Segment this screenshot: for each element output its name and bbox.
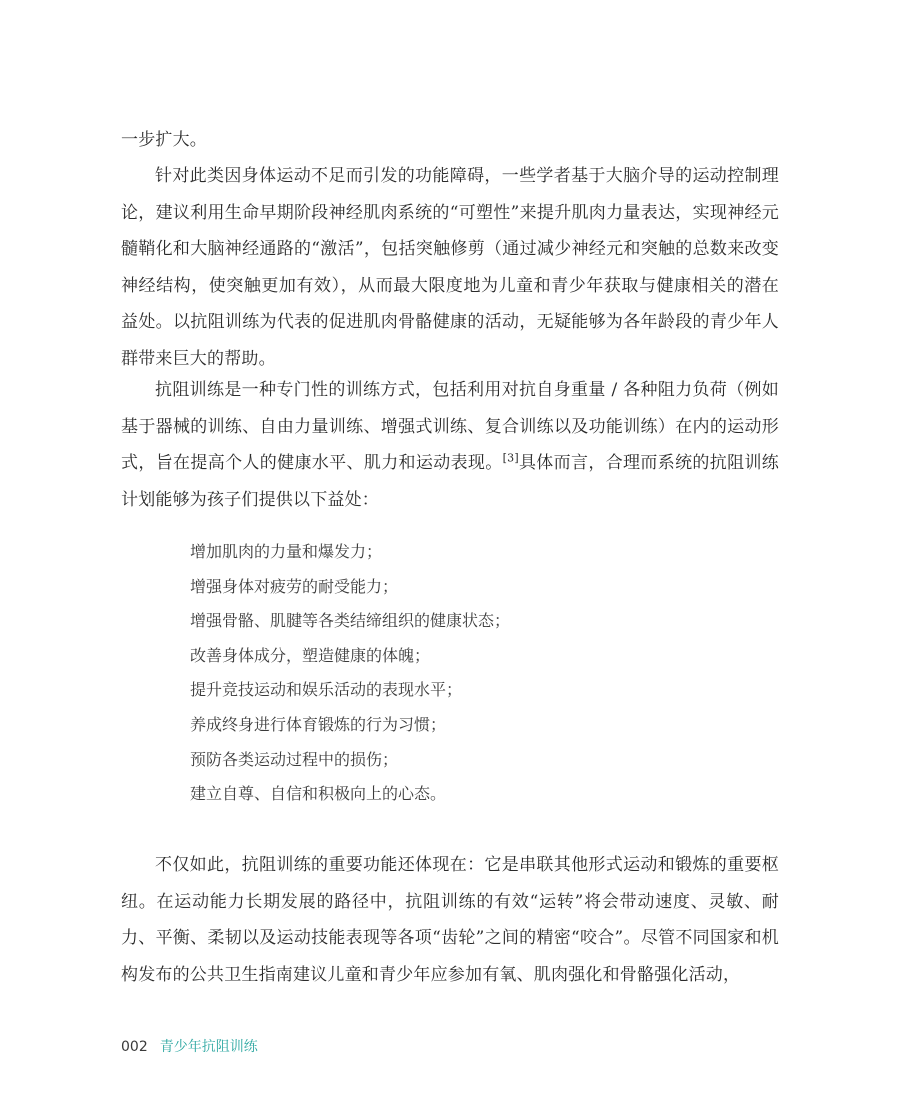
list-item: 增加肌肉的力量和爆发力；	[190, 542, 383, 561]
list-item: 建立自尊、自信和积极向上的心态。	[190, 784, 447, 804]
citation-reference[interactable]: [3]	[502, 451, 519, 465]
list-item: 提升竞技运动和娱乐活动的表现水平；	[190, 680, 463, 700]
paragraph-resistance-training-definition	[121, 372, 779, 518]
paragraph-text-part-a: 抗阻训练是一种专门性的训练方式，包括利用对抗自身重量 / 各种阻力负荷（例如基于器械的训练、自由力量训练、增强式训练、复合训练以及功能训练）在内的运动形式，旨在提高个人的健康水平、肌力和运动表现。	[121, 380, 779, 473]
benefits-list	[190, 535, 510, 812]
list-item: 养成终身进行体育锻炼的行为习惯；	[190, 714, 447, 734]
paragraph-text-part-b: 具体而言，合理而系统的抗阻训练计划能够为孩子们提供以下益处：	[121, 453, 780, 510]
paragraph-hub-function: 不仅如此，抗阻训练的重要功能还体现在：它是串联其他形式运动和锻炼的重要枢纽。在运动能力长期发展的路径中，抗阻训练的有效“运转”将会带动速度、灵敏、耐力、平衡、柔韧以及运动技能表现等各项“齿轮”之间的精密“咬合”。尽管不同国家和机构发布的公共卫生指南建议儿童和青少年应参加有氧、肌肉强化和骨骼强化活动，	[121, 855, 779, 985]
list-item: 预防各类运动过程中的损伤；	[190, 749, 399, 769]
running-title: 青少年抗阻训练	[159, 1039, 258, 1055]
page-number: 002	[121, 1039, 148, 1055]
list-item: 改善身体成分，塑造健康的体魄；	[190, 645, 431, 665]
paragraph-neuromuscular-plasticity: 针对此类因身体运动不足而引发的功能障碍，一些学者基于大脑介导的运动控制理论，建议利用生命早期阶段神经肌肉系统的“可塑性”来提升肌肉力量表达，实现神经元髓鞘化和大脑神经通路的“激活”，包括突触修剪（通过减少神经元和突触的总数来改变神经结构，使突触更加有效），从而最大限度地为儿童和青少年获取与健康相关的潜在益处。以抗阻训练为代表的促进肌肉骨骼健康的活动，无疑能够为各年龄段的青少年人群带来巨大的帮助。	[121, 166, 779, 369]
list-item: 增强身体对疲劳的耐受能力；	[190, 576, 399, 596]
paragraph-continuation: 一步扩大。	[121, 130, 207, 150]
page-footer	[121, 1036, 258, 1056]
list-item: 增强骨骼、肌腱等各类结缔组织的健康状态；	[190, 611, 511, 631]
